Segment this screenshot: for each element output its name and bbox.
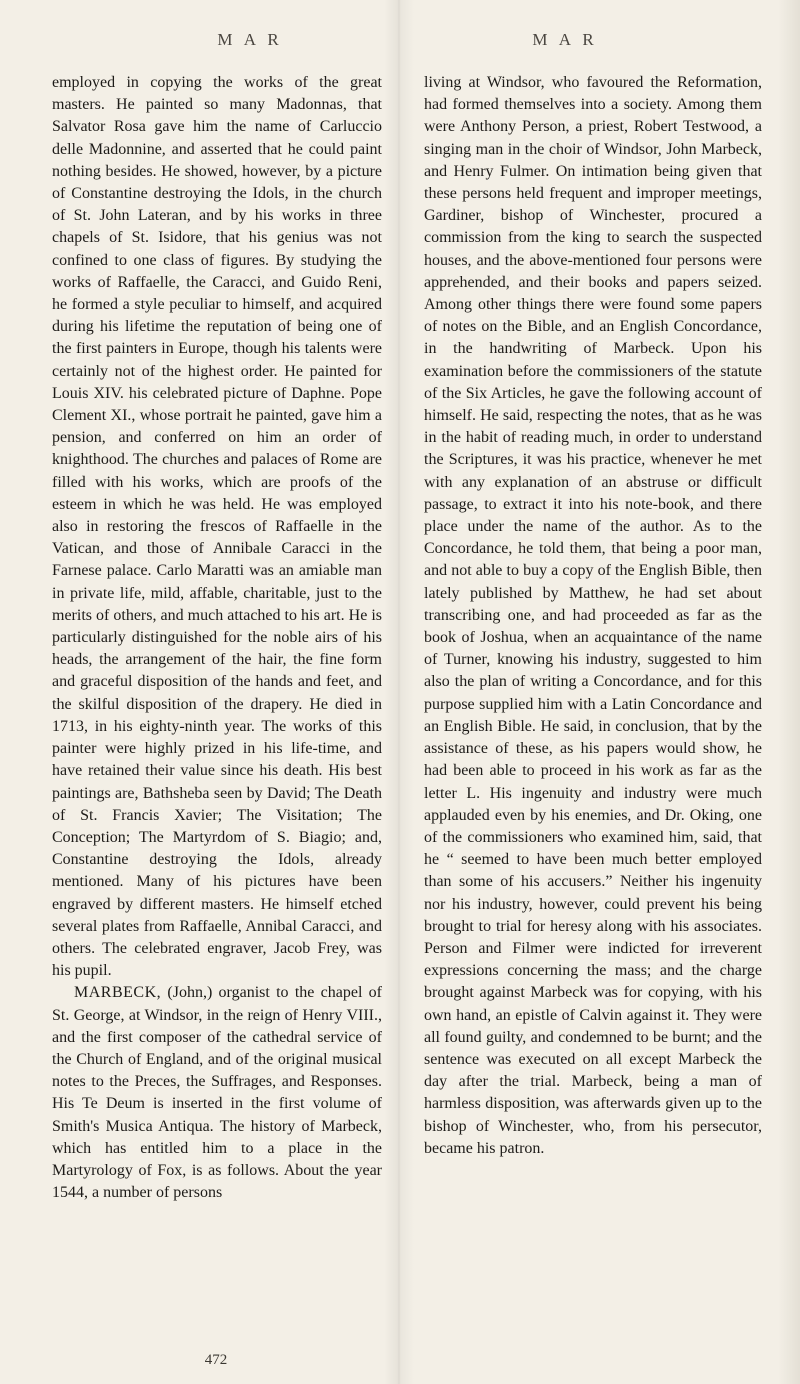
right-text-column — [424, 72, 762, 1160]
gutter-shadow — [384, 0, 414, 1384]
running-head-left: M A R — [217, 30, 283, 49]
left-text-column — [52, 72, 382, 1204]
page-edge-shadow — [778, 0, 800, 1384]
maratti-entry-continuation: employed in copying the works of the great masters. He painted so many Madonnas, that Salvator Rosa gave him the name of Carluccio delle Madonnine, and asserted that he could paint nothing besides. He showed, however, by a picture of Constantine destroying the Idols, in the church of St. John Lateran, and by his works in three chapels of St. Isidore, that his genius was not confined to one class of figures. By studying the works of Raffaelle, the Caracci, and Guido Reni, he formed a style peculiar to himself, and acquired during his lifetime the reputation of being one of the first painters in Europe, though his talents were certainly not of the highest order. He painted for Louis XIV. his celebrated picture of Daphne. Pope Clement XI., whose portrait he painted, gave him a pension, and conferred on him an order of knighthood. The churches and palaces of Rome are filled with his works, which are proofs of the esteem in which he was held. He was employed also in restoring the frescos of Raffaelle in the Vatican, and those of Annibale Caracci in the Farnese palace. Carlo Maratti was an amiable man in private life, mild, affable, charitable, just to the merits of others, and much attached to his art. He is particularly distinguished for the noble airs of his heads, the arrangement of the hair, the fine form and graceful disposition of the hands and feet, and the skilful disposition of the drapery. He died in 1713, in his eighty-ninth year. The works of this painter were highly prized in his life-time, and have retained their value since his death. His best paintings are, Bathsheba seen by David; The Death of St. Francis Xavier; The Visitation; The Conception; The Martyrdom of S. Biagio; and, Constantine destroying the Idols, already mentioned. Many of his pictures have been engraved by different masters. He himself etched several plates from Raffaelle, Annibal Caracci, and others. The celebrated engraver, Jacob Frey, was his pupil. — [52, 74, 382, 980]
marbeck-entry — [52, 982, 382, 1204]
marbeck-entry-continuation: living at Windsor, who favoured the Reformation, had formed themselves into a society. Among them were Anthony Person, a priest, Robert Testwood, a singing man in the choir of Windsor, John Marbeck, and Henry Fulmer. On intimation being given that these persons held frequent and improper meetings, Gardiner, bishop of Winchester, procured a commission from the king to search the suspected houses, and the above-mentioned four persons were apprehended, and their books and papers seized. Among other things there were found some papers of notes on the Bible, and an English Concordance, in the handwriting of Marbeck. Upon his examination before the commissioners of the statute of the Six Articles, he gave the following account of himself. He said, respecting the notes, that as he was in the habit of reading much, in order to understand the Scriptures, it was his practice, whenever he met with any explanation of an abstruse or difficult passage, to extract it into his note-book, and there place under the name of the author. As to the Concordance, he told them, that being a poor man, and not able to buy a copy of the English Bible, then lately published by Matthew, he had set about transcribing one, and had proceeded as far as the book of Joshua, when an acquaintance of the name of Turner, knowing his industry, suggested to him also the plan of writing a Concordance, and for this purpose supplied him with a Latin Concordance and an English Bible. He said, in conclusion, that by the assistance of these, as his papers would show, he had been able to proceed in his work as far as the letter L. His ingenuity and industry were much applauded even by his enemies, and Dr. Oking, one of the commissioners who examined him, said, that he “ seemed to have been much better employed than some of his accusers.” Neither his ingenuity nor his industry, however, could prevent his being brought to trial for heresy along with his associates. Person and Filmer were indicted for irreverent expressions concerning the mass; and the charge brought against Marbeck was for copying, with his own hand, an epistle of Calvin against it. They were all found guilty, and condemned to be burnt; and the sentence was executed on all except Marbeck the day after the trial. Marbeck, being a man of harmless disposition, was afterwards given up to the bishop of Winchester, who, from his persecutor, became his patron. — [424, 74, 762, 1157]
running-head-right: M A R — [532, 30, 598, 49]
entry-headword: MARBECK, — [74, 984, 162, 1002]
marbeck-entry-text: (John,) organist to the chapel of St. George, at Windsor, in the reign of Henry VIII., and the first composer of the cathedral service of the Church of England, and of the original musical notes to the Preces, the Suffrages, and Responses. His Te Deum is inserted in the first volume of Smith's Musica Antiqua. The history of Marbeck, which has entitled him to a place in the Martyrology of Fox, is as follows. About the year 1544, a number of persons — [52, 984, 382, 1202]
page-number: 472 — [204, 1352, 228, 1368]
